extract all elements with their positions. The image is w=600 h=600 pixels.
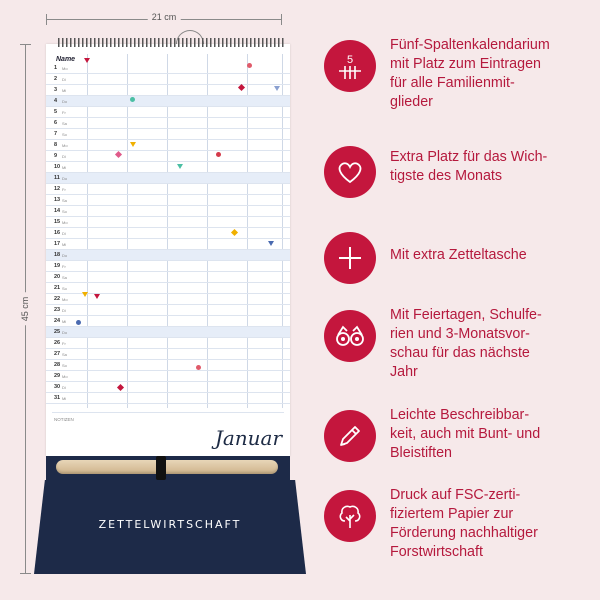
day-row	[46, 250, 290, 261]
day-number: 27	[54, 351, 61, 357]
pencil-icon	[324, 410, 376, 462]
feature-item	[318, 228, 588, 298]
feature-item	[318, 406, 588, 476]
weekday-label: Do	[62, 176, 68, 181]
weekday-label: Mo	[62, 66, 68, 71]
weekday-label: Di	[62, 385, 66, 390]
sticker-mark	[94, 294, 100, 299]
binoculars-icon	[324, 310, 376, 362]
weekday-label: Fr	[62, 264, 66, 269]
sticker-mark	[216, 152, 221, 157]
day-number: 26	[54, 340, 61, 346]
day-row	[46, 228, 290, 239]
feature-item	[318, 486, 588, 560]
weekday-label: So	[62, 209, 67, 214]
day-row	[46, 140, 290, 151]
feature-text-line: glieder	[390, 94, 433, 110]
day-number: 24	[54, 318, 61, 324]
weekday-label: Mi	[62, 396, 67, 401]
day-row	[46, 371, 290, 382]
sticker-mark	[268, 241, 274, 246]
day-number: 15	[54, 219, 61, 225]
feature-text-line: schau für das nächste	[390, 345, 530, 361]
tree-icon	[324, 490, 376, 542]
feature-text-line: Mit extra Zetteltasche	[390, 247, 527, 263]
day-row	[46, 195, 290, 206]
day-number: 5	[54, 109, 58, 115]
day-number: 19	[54, 263, 61, 269]
day-number: 12	[54, 186, 61, 192]
notes-header: NOTIZEN	[54, 417, 74, 422]
weekday-label: Sa	[62, 352, 67, 357]
feature-item	[318, 142, 588, 212]
feature-text-line: für alle Familienmit-	[390, 75, 515, 91]
day-number: 11	[54, 175, 60, 181]
day-row	[46, 349, 290, 360]
weekday-label: Di	[62, 77, 66, 82]
pocket-label: ZETTELWIRTSCHAFT	[98, 518, 242, 531]
day-number: 17	[54, 241, 61, 247]
sticker-mark	[130, 97, 135, 102]
month-title: Januar	[214, 426, 282, 450]
day-row	[46, 272, 290, 283]
weekday-label: Do	[62, 99, 68, 104]
day-row	[46, 162, 290, 173]
day-number: 20	[54, 274, 61, 280]
day-row	[46, 129, 290, 140]
day-number: 18	[54, 252, 61, 258]
feature-text-line: Extra Platz für das Wich-	[390, 149, 548, 165]
wire-binding	[58, 38, 284, 47]
day-number: 16	[54, 230, 61, 236]
day-number: 22	[54, 296, 61, 302]
day-row	[46, 360, 290, 371]
day-number: 30	[54, 384, 61, 390]
weekday-label: So	[62, 132, 67, 137]
weekday-label: Sa	[62, 121, 67, 126]
day-row	[46, 118, 290, 129]
weekday-label: Fr	[62, 110, 66, 115]
calendar-sheet	[46, 44, 290, 456]
feature-item	[318, 306, 588, 380]
day-number: 8	[54, 142, 58, 148]
day-row	[46, 261, 290, 272]
weekday-label: Sa	[62, 275, 67, 280]
day-row	[46, 151, 290, 162]
day-number: 7	[54, 131, 58, 137]
feature-text-line: Fünf-Spaltenkalendarium	[390, 37, 550, 53]
weekday-label: Do	[62, 330, 68, 335]
svg-text:5: 5	[346, 54, 354, 66]
weekday-label: Mo	[62, 220, 68, 225]
pencil	[56, 460, 278, 474]
day-row	[46, 217, 290, 228]
weekday-label: Mo	[62, 374, 68, 379]
five-columns-icon	[324, 40, 376, 92]
day-number: 13	[54, 197, 61, 203]
feature-text-line: Bleistiften	[390, 445, 452, 461]
day-row	[46, 206, 290, 217]
day-row	[46, 327, 290, 338]
weekday-label: So	[62, 286, 67, 291]
day-number: 2	[54, 76, 58, 82]
day-number: 28	[54, 362, 61, 368]
weekday-label: Do	[62, 253, 68, 258]
day-number: 1	[54, 65, 58, 71]
sticker-mark	[76, 320, 81, 325]
sticker-mark	[247, 63, 252, 68]
day-row	[46, 305, 290, 316]
feature-text-line: mit Platz zum Eintragen	[390, 56, 541, 72]
weekday-label: Mi	[62, 242, 67, 247]
day-number: 21	[54, 285, 61, 291]
sticker-mark	[274, 86, 280, 91]
day-row	[46, 316, 290, 327]
feature-text-line: Forstwirtschaft	[390, 544, 483, 560]
height-dimension	[18, 44, 32, 574]
feature-item	[318, 36, 588, 110]
width-label: 21 cm	[148, 12, 181, 22]
weekday-label: Fr	[62, 341, 66, 346]
feature-text-line: Leichte Beschreibbar-	[390, 407, 530, 423]
day-number: 4	[54, 98, 58, 104]
day-row	[46, 107, 290, 118]
day-row	[46, 393, 290, 404]
day-row	[46, 96, 290, 107]
day-row	[46, 338, 290, 349]
day-row	[46, 184, 290, 195]
day-number: 31	[54, 395, 61, 401]
day-number: 6	[54, 120, 58, 126]
day-row	[46, 63, 290, 74]
width-dimension	[46, 12, 282, 26]
weekday-label: So	[62, 363, 67, 368]
name-column-header: Name	[56, 56, 76, 63]
plus-icon	[324, 232, 376, 284]
weekday-label: Mi	[62, 88, 67, 93]
feature-text-line: rien und 3-Monatsvor-	[390, 326, 530, 342]
day-number: 25	[54, 329, 61, 335]
sticker-mark	[84, 58, 90, 63]
day-number: 23	[54, 307, 61, 313]
day-row	[46, 382, 290, 393]
sticker-mark	[177, 164, 183, 169]
weekday-label: Mi	[62, 165, 67, 170]
day-number: 3	[54, 87, 58, 93]
weekday-label: Sa	[62, 198, 67, 203]
day-number: 14	[54, 208, 61, 214]
pencil-band	[156, 456, 166, 480]
feature-text-line: Mit Feiertagen, Schulfe-	[390, 307, 542, 323]
weekday-label: Di	[62, 231, 66, 236]
heart-icon	[324, 146, 376, 198]
day-number: 10	[54, 164, 61, 170]
day-row	[46, 173, 290, 184]
feature-text-line: fiziertem Papier zur	[390, 506, 514, 522]
weekday-label: Mi	[62, 319, 67, 324]
weekday-label: Fr	[62, 187, 66, 192]
feature-text-line: Jahr	[390, 364, 418, 380]
feature-text-line: keit, auch mit Bunt- und	[390, 426, 541, 442]
feature-text-line: Druck auf FSC-zerti-	[390, 487, 521, 503]
day-number: 29	[54, 373, 61, 379]
feature-text-line: tigste des Monats	[390, 168, 503, 184]
weekday-label: Mo	[62, 297, 68, 302]
day-number: 9	[54, 153, 58, 159]
weekday-label: Di	[62, 308, 66, 313]
sticker-mark	[130, 142, 136, 147]
weekday-label: Di	[62, 154, 66, 159]
height-label: 45 cm	[20, 293, 30, 326]
feature-text-line: Förderung nachhaltiger	[390, 525, 538, 541]
weekday-label: Mo	[62, 143, 68, 148]
sticker-mark	[82, 292, 88, 297]
day-row	[46, 85, 290, 96]
day-row	[46, 74, 290, 85]
sticker-mark	[196, 365, 201, 370]
day-row	[46, 239, 290, 250]
